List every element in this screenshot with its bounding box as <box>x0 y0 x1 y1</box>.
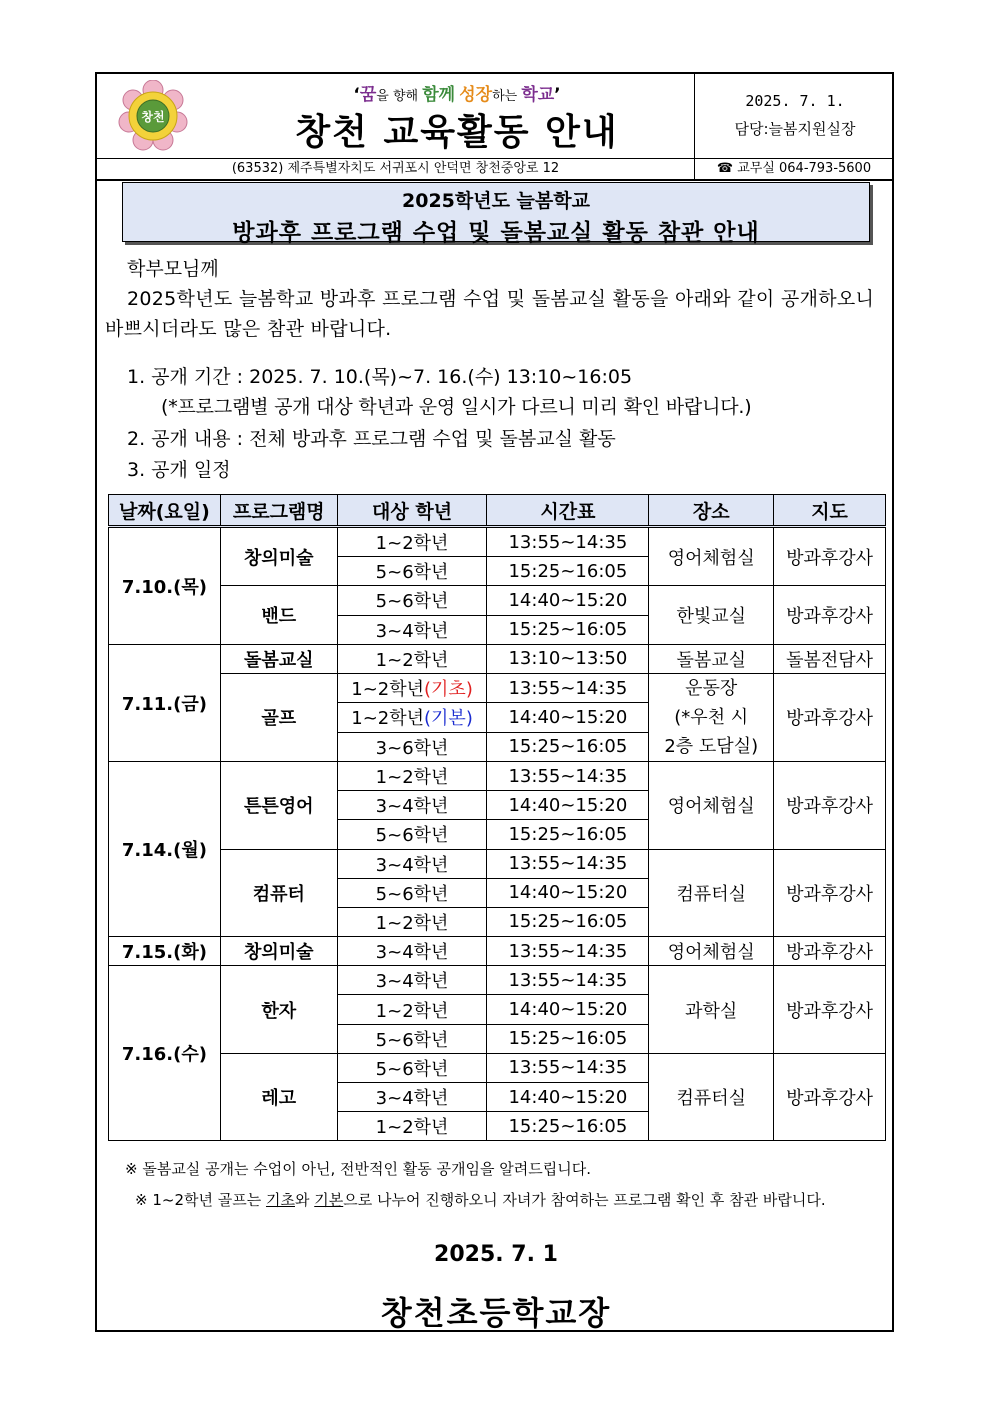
col-header-place: 장소 <box>649 495 774 527</box>
issue-date: 2025. 7. 1. <box>745 92 845 110</box>
time-cell: 15:25~16:05 <box>487 615 649 644</box>
grade-cell: 5~6학년 <box>337 557 487 586</box>
program-cell: 튼튼영어 <box>220 761 337 849</box>
grade-cell: 3~4학년 <box>337 791 487 820</box>
teacher-cell: 방과후강사 <box>774 673 886 761</box>
grade-cell: 5~6학년 <box>337 1024 487 1053</box>
teacher-cell: 방과후강사 <box>774 761 886 849</box>
place-cell: 영어체험실 <box>649 761 774 849</box>
grade-cell: 1~2학년 <box>337 907 487 936</box>
place-cell: 한빛교실 <box>649 586 774 644</box>
signature-name: 창천초등학교장 <box>380 1294 612 1332</box>
notice-title-line2: 방과후 프로그램 수업 및 돌봄교실 활동 참관 안내 <box>232 220 760 246</box>
col-header-program: 프로그램명 <box>220 495 337 527</box>
schedule-table <box>108 494 886 1141</box>
program-cell: 골프 <box>220 673 337 761</box>
item-period-note: (*프로그램별 공개 대상 학년과 운영 일시가 다르니 미리 확인 바랍니다.) <box>161 396 752 418</box>
grade-cell: 3~4학년 <box>337 1083 487 1112</box>
time-cell: 13:55~14:35 <box>487 527 649 557</box>
grade-cell: 1~2학년(기초) <box>337 673 487 702</box>
item-content: 2. 공개 내용 : 전체 방과후 프로그램 수업 및 돌봄교실 활동 <box>127 428 616 450</box>
grade-cell: 1~2학년 <box>337 527 487 557</box>
col-header-date: 날짜(요일) <box>109 495 221 527</box>
item-period: 1. 공개 기간 : 2025. 7. 10.(목)~7. 16.(수) 13:10~16:05 <box>127 366 633 388</box>
program-cell: 컴퓨터 <box>220 849 337 937</box>
place-cell: 운동장 (*우천 시 2층 도담실) <box>649 673 774 761</box>
teacher-cell: 방과후강사 <box>774 527 886 586</box>
time-cell: 15:25~16:05 <box>487 732 649 761</box>
school-address: (63532) 제주특별자치도 서귀포시 안덕면 창천중앙로 12 <box>231 161 560 176</box>
col-header-teacher: 지도 <box>774 495 886 527</box>
grade-cell: 3~4학년 <box>337 966 487 995</box>
time-cell: 13:55~14:35 <box>487 966 649 995</box>
address-row <box>97 159 892 179</box>
teacher-cell: 방과후강사 <box>774 586 886 644</box>
col-header-time: 시간표 <box>487 495 649 527</box>
place-cell: 컴퓨터실 <box>649 849 774 937</box>
day-cell: 7.11.(금) <box>109 644 221 761</box>
table-row <box>109 761 886 790</box>
time-cell: 15:25~16:05 <box>487 557 649 586</box>
col-header-grade: 대상 학년 <box>337 495 487 527</box>
grade-tag-basic: (기초) <box>424 679 473 701</box>
header-right <box>694 74 895 158</box>
grade-tag-standard: (기본) <box>424 708 473 730</box>
place-cell: 컴퓨터실 <box>649 1053 774 1141</box>
time-cell: 13:55~14:35 <box>487 1053 649 1082</box>
grade-cell: 3~4학년 <box>337 615 487 644</box>
grade-cell: 5~6학년 <box>337 878 487 907</box>
table-row <box>109 673 886 702</box>
day-cell: 7.15.(화) <box>109 937 221 966</box>
grade-cell: 1~2학년 <box>337 995 487 1024</box>
notice-title-line1: 2025학년도 늘봄학교 <box>402 190 590 212</box>
grade-cell: 5~6학년 <box>337 1053 487 1082</box>
time-cell: 14:40~15:20 <box>487 878 649 907</box>
time-cell: 14:40~15:20 <box>487 1083 649 1112</box>
place-cell: 과학실 <box>649 966 774 1054</box>
place-cell: 영어체험실 <box>649 527 774 586</box>
time-cell: 13:10~13:50 <box>487 644 649 673</box>
table-row <box>109 1053 886 1082</box>
teacher-cell: 방과후강사 <box>774 937 886 966</box>
table-row <box>109 937 886 966</box>
grade-cell: 1~2학년 <box>337 644 487 673</box>
grade-cell: 3~4학년 <box>337 849 487 878</box>
table-header-row <box>109 495 886 527</box>
teacher-cell: 방과후강사 <box>774 1053 886 1141</box>
teacher-cell: 돌봄전담사 <box>774 644 886 673</box>
item-schedule: 3. 공개 일정 <box>127 459 231 481</box>
day-cell: 7.16.(수) <box>109 966 221 1141</box>
program-cell: 창의미술 <box>220 937 337 966</box>
day-cell: 7.14.(월) <box>109 761 221 936</box>
time-cell: 14:40~15:20 <box>487 791 649 820</box>
department: 담당:늘봄지원실장 <box>734 120 856 138</box>
intro-paragraph: 2025학년도 늘봄학교 방과후 프로그램 수업 및 돌봄교실 활동을 아래와 같이 공개하오니 바쁘시더라도 많은 참관 바랍니다. <box>105 288 875 340</box>
time-cell: 13:55~14:35 <box>487 761 649 790</box>
teacher-cell: 방과후강사 <box>774 966 886 1054</box>
note-care-class: ※ 돌봄교실 공개는 수업이 아닌, 전반적인 활동 공개임을 알려드립니다. <box>125 1160 591 1178</box>
grade-cell: 3~4학년 <box>337 937 487 966</box>
signature-date: 2025. 7. 1 <box>434 1242 558 1267</box>
greeting: 학부모님께 <box>127 258 219 280</box>
grade-cell: 1~2학년(기본) <box>337 703 487 732</box>
grade-cell: 1~2학년 <box>337 761 487 790</box>
school-emblem-icon <box>117 80 189 152</box>
program-cell: 창의미술 <box>220 527 337 586</box>
table-row <box>109 644 886 673</box>
program-cell: 레고 <box>220 1053 337 1141</box>
place-cell: 돌봄교실 <box>649 644 774 673</box>
note-golf: ※ 1~2학년 골프는 기초와 기본으로 나누어 진행하오니 자녀가 참여하는 프로그램 확인 후 참관 바랍니다. <box>135 1191 826 1209</box>
day-cell: 7.10.(목) <box>109 527 221 645</box>
time-cell: 13:55~14:35 <box>487 673 649 702</box>
grade-cell: 5~6학년 <box>337 820 487 849</box>
grade-cell: 3~6학년 <box>337 732 487 761</box>
header-left <box>97 74 694 158</box>
program-cell: 한자 <box>220 966 337 1054</box>
time-cell: 14:40~15:20 <box>487 995 649 1024</box>
time-cell: 15:25~16:05 <box>487 1024 649 1053</box>
program-cell: 밴드 <box>220 586 337 644</box>
time-cell: 15:25~16:05 <box>487 1112 649 1141</box>
emblem-text: 창천 <box>141 110 165 124</box>
time-cell: 14:40~15:20 <box>487 703 649 732</box>
school-phone: ☎ 교무실 064-793-5600 <box>694 159 893 179</box>
table-row <box>109 586 886 615</box>
grade-cell: 5~6학년 <box>337 586 487 615</box>
teacher-cell: 방과후강사 <box>774 849 886 937</box>
time-cell: 15:25~16:05 <box>487 820 649 849</box>
grade-cell: 1~2학년 <box>337 1112 487 1141</box>
school-slogan: ‘꿈을 향해 함께 성장하는 학교’ <box>353 85 561 105</box>
newsletter-title: 창천 교육활동 안내 <box>295 112 619 153</box>
program-cell: 돌봄교실 <box>220 644 337 673</box>
table-row <box>109 966 886 995</box>
table-row <box>109 527 886 557</box>
time-cell: 14:40~15:20 <box>487 586 649 615</box>
place-cell: 영어체험실 <box>649 937 774 966</box>
time-cell: 13:55~14:35 <box>487 937 649 966</box>
notice-title-box <box>122 182 870 246</box>
table-row <box>109 849 886 878</box>
time-cell: 13:55~14:35 <box>487 849 649 878</box>
time-cell: 15:25~16:05 <box>487 907 649 936</box>
